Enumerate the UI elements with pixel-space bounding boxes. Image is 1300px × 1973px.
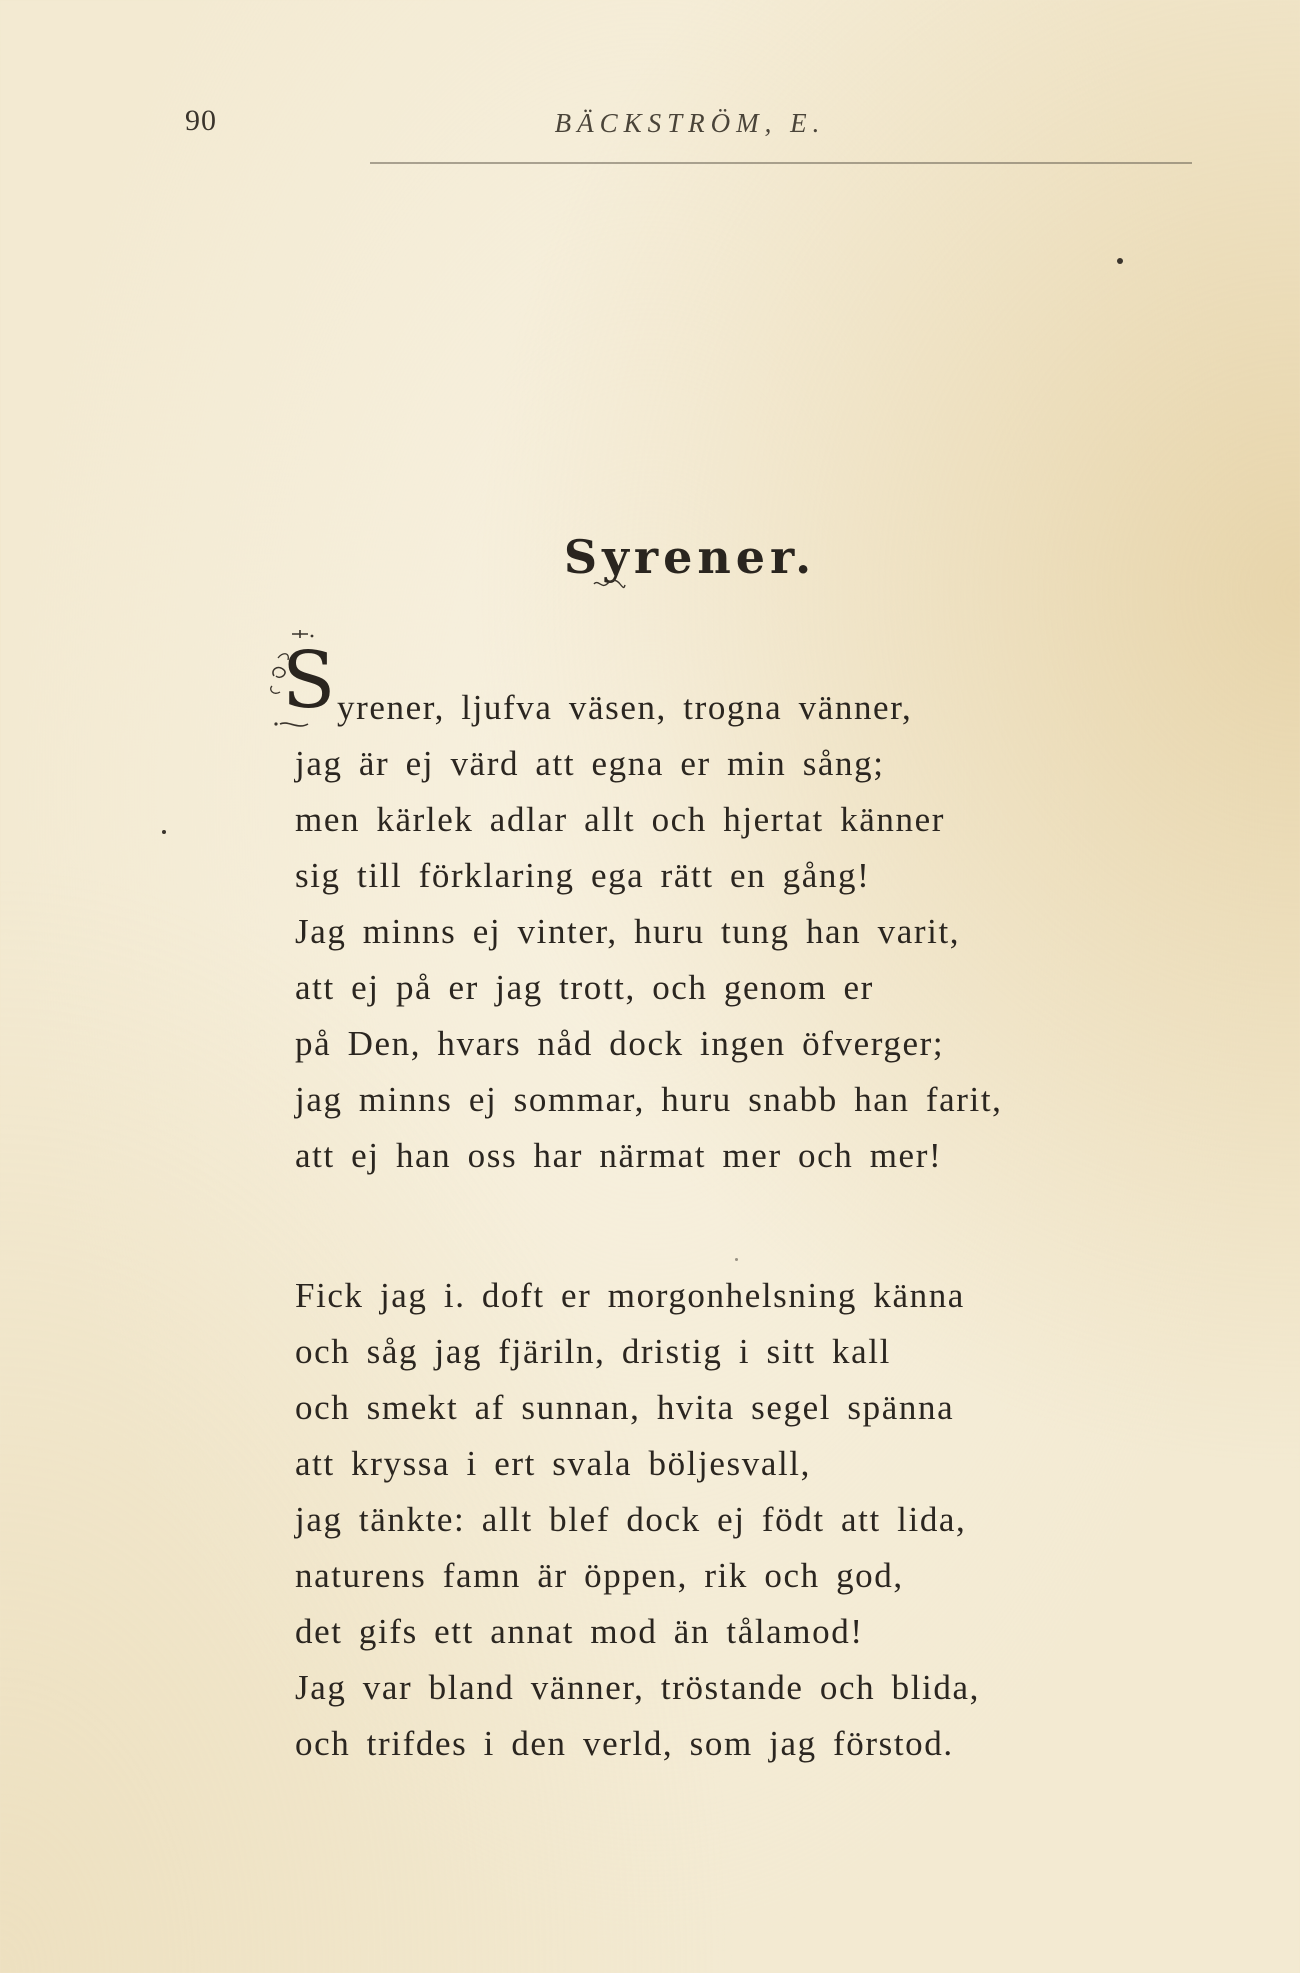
poem-title: Syrener. (563, 530, 817, 584)
poem-line: det gifs ett annat mod än tålamod! (295, 1612, 864, 1651)
poem-line: naturens famn är öppen, rik och god, (295, 1556, 904, 1595)
poem-line: jag är ej värd att egna er min sång; (295, 744, 885, 783)
poem-line: Jag var bland vänner, tröstande och blida, (295, 1668, 980, 1707)
poem-line: yrener, ljufva väsen, trogna vänner, (337, 688, 913, 727)
poem-line: och trifdes i den verld, som jag förstod. (295, 1724, 954, 1763)
print-speck (1117, 258, 1123, 264)
poem-line: på Den, hvars nåd dock ingen öfverger; (295, 1024, 945, 1063)
print-speck (162, 830, 166, 834)
poem-line: sig till förklaring ega rätt en gång! (295, 856, 871, 895)
title-flourish-ornament (592, 578, 626, 590)
drop-cap-letter: S (282, 636, 336, 726)
poem-line: Fick jag i. doft er morgonhelsning känna (295, 1276, 965, 1315)
poem-line: och smekt af sunnan, hvita segel spänna (295, 1388, 955, 1427)
poem-line: att ej han oss har närmat mer och mer! (295, 1136, 943, 1175)
poem-line: jag minns ej sommar, huru snabb han farit, (295, 1080, 1003, 1119)
poem-line: att ej på er jag trott, och genom er (295, 968, 874, 1007)
page-number: 90 (185, 104, 217, 137)
stanza-2 (295, 1268, 1195, 1772)
stanza-1 (295, 680, 1195, 1184)
running-head: BÄCKSTRÖM, E. (554, 108, 826, 138)
poem-line: Jag minns ej vinter, huru tung han varit, (295, 912, 961, 951)
header-rule (370, 162, 1192, 164)
print-speck (735, 1258, 738, 1261)
poem-line: och såg jag fjäriln, dristig i sitt kall (295, 1332, 891, 1371)
poem-line: jag tänkte: allt blef dock ej födt att lida, (295, 1500, 967, 1539)
poem-line: att kryssa i ert svala böljesvall, (295, 1444, 811, 1483)
poem-line: men kärlek adlar allt och hjertat känner (295, 800, 946, 839)
